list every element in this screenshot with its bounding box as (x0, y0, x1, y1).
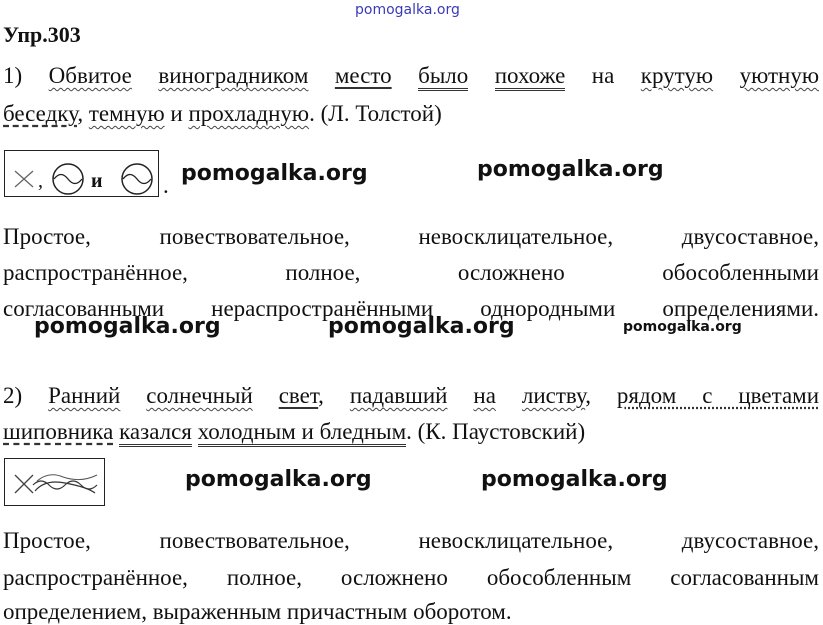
svg-text:и: и (91, 170, 103, 192)
word: темную (88, 101, 165, 126)
comma: , (77, 101, 84, 126)
object: шиповника (3, 419, 114, 444)
scheme-1-drawing (5, 151, 158, 196)
word: Обвитое (48, 63, 132, 88)
scheme-2-drawing (5, 459, 104, 505)
predicate: казался (119, 419, 192, 447)
sentence-1-analysis-line-3: согласованными нераспространёнными однородными определениями. (3, 296, 819, 321)
sentence-1-scheme (4, 150, 159, 197)
watermark: pomogalka.org (623, 319, 742, 335)
word: уютную (739, 63, 819, 88)
sentence-2-analysis-line-3: определением, выраженным причастным оборотом. (3, 599, 512, 624)
author: . (К. Паустовский) (406, 419, 586, 444)
word: падавший (349, 383, 448, 408)
sentence-1-line-1 (3, 62, 819, 89)
watermark: pomogalka.org (328, 314, 515, 339)
word: солнечный (146, 383, 253, 408)
sentence-2-analysis-line-2: распространённое, полное, осложнено обособленным согласованным (3, 565, 819, 590)
watermark: pomogalka.org (34, 314, 221, 339)
sentence-1-analysis-line-1: Простое, повествовательное, невосклицательное, двусоставное, (3, 224, 819, 249)
watermark: pomogalka.org (185, 467, 372, 492)
subject: свет (278, 383, 319, 408)
exercise-title: Упр.303 (3, 22, 81, 47)
author: . (Л. Толстой) (309, 101, 442, 126)
sentence-2-line-2 (3, 418, 585, 445)
comma: , (585, 383, 591, 408)
sentence-2-analysis-line-1: Простое, повествовательное, невосклицательное, двусоставное, (3, 528, 819, 553)
watermark-top: pomogalka.org (355, 2, 460, 18)
word: прохладную (188, 101, 310, 126)
sentence-2-line-1 (3, 382, 819, 409)
predicate: было (418, 63, 468, 91)
svg-text:,: , (38, 170, 43, 192)
word: на (473, 383, 496, 408)
sentence-1-analysis-line-2: распространённое, полное, осложнено обособленными (3, 260, 819, 285)
watermark: pomogalka.org (181, 161, 368, 186)
word: и (170, 101, 183, 126)
predicate: похоже (495, 63, 566, 91)
predicate: холодным и бледным (198, 419, 407, 447)
sentence-1-line-2 (3, 100, 442, 127)
word: на (591, 63, 615, 88)
word: листву (521, 383, 586, 408)
word: виноградником (158, 63, 309, 88)
scheme-1-dot: . (163, 173, 169, 198)
object: беседку (3, 101, 78, 126)
watermark: pomogalka.org (477, 157, 664, 182)
comma: , (318, 383, 324, 408)
word: Ранний (48, 383, 121, 408)
sentence-number: 2) (3, 383, 23, 408)
watermark: pomogalka.org (481, 467, 668, 492)
adverbial: рядом с цветами (616, 383, 820, 408)
sentence-2-scheme (4, 458, 105, 506)
sentence-number: 1) (3, 63, 23, 88)
word: крутую (640, 63, 714, 88)
subject: место (334, 63, 392, 88)
